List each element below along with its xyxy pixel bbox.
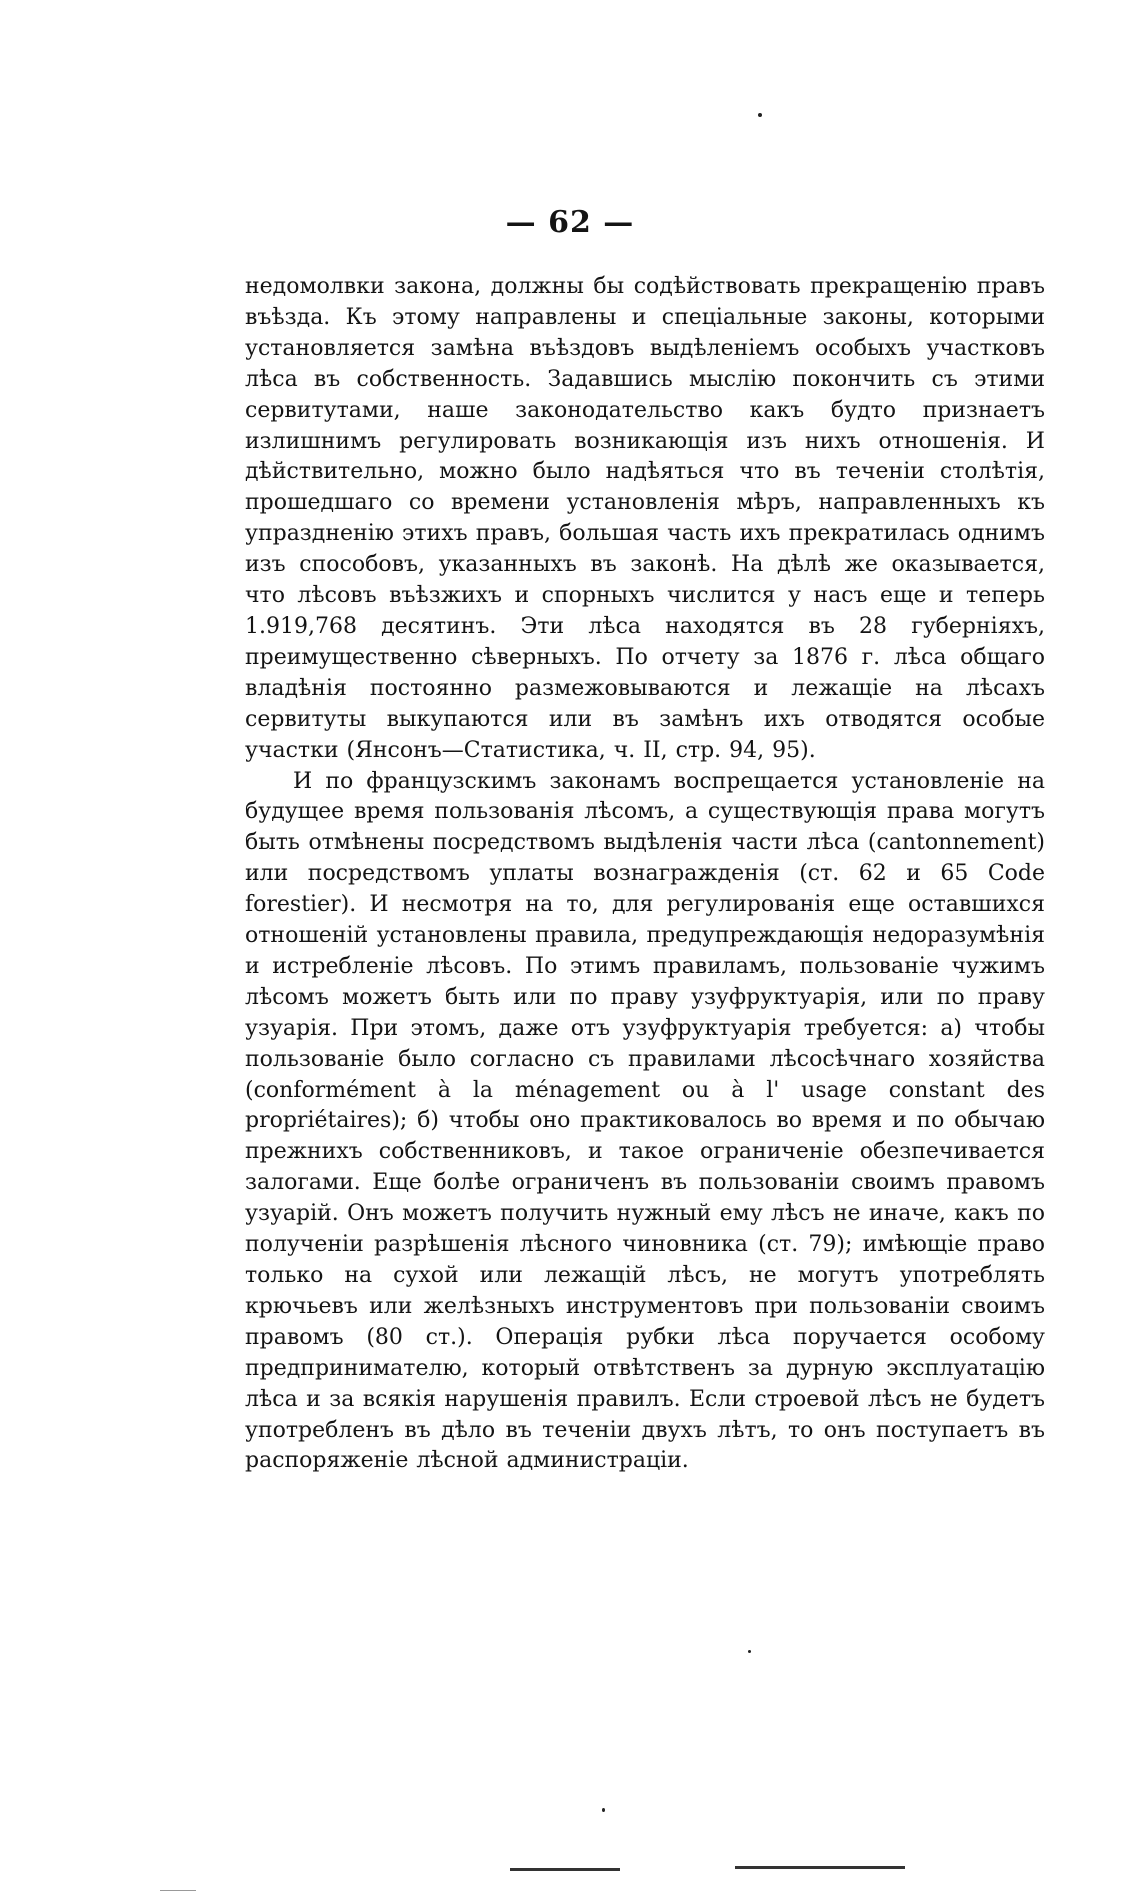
ink-speck (602, 1808, 605, 1812)
footer-rule (735, 1866, 905, 1869)
paragraph-1: недомолвки закона, должны бы содѣйствовать прекращенію правъ въѣзда. Къ этому направлены и спеціальные законы, которыми установляется замѣна въѣздовъ выдѣленіемъ особыхъ участковъ лѣса въ собственность. Задавшись мыслію покончить съ этими сервитутами, наше законодательство какъ будто признаетъ излишнимъ регулировать возникающія изъ нихъ отношенія. И дѣйствительно, можно было надѣяться что въ теченіи столѣтія, прошедшаго со времени установленія мѣръ, направленныхъ къ упраздненію этихъ правъ, большая часть ихъ прекратилась однимъ изъ способовъ, указанныхъ въ законѣ. На дѣлѣ же оказывается, что лѣсовъ въѣзжихъ и спорныхъ числится у насъ еще и теперь 1.919,768 десятинъ. Эти лѣса находятся въ 28 губерніяхъ, преимущественно сѣверныхъ. По отчету за 1876 г. лѣса общаго владѣнія постоянно размежовываются и лежащіе на лѣсахъ сервитуты выкупаются или въ замѣнъ ихъ отводятся особые участки (Янсонъ—Статистика, ч. II, стр. 94, 95). (245, 274, 1045, 763)
edge-mark (160, 1890, 196, 1891)
paragraph-2: И по французскимъ законамъ воспрещается установленіе на будущее время пользованія лѣсомъ, а существующія права могутъ быть отмѣнены посредствомъ выдѣленія части лѣса (cantonnement) или посредствомъ уплаты вознагражденія (ст. 62 и 65 Code forestier). И несмотря на то, для регулированія еще оставшихся отношеній установлены правила, предупреждающія недоразумѣнія и истребленіе лѣсовъ. По этимъ правиламъ, пользованіе чужимъ лѣсомъ можетъ быть или по праву узуфруктуарія, или по праву узуарія. При этомъ, даже отъ узуфруктуарія требуется: а) чтобы пользованіе было согласно съ правилами лѣсосѣчнаго хозяйства (conformément à la ménagement ou à l' usage constant des propriétaires); б) чтобы оно практиковалось во время и по обычаю прежнихъ собственниковъ, и такое ограниченіе обезпечивается залогами. Еще болѣе ограниченъ въ пользованіи своимъ правомъ узуарій. Онъ можетъ получить нужный ему лѣсъ не иначе, какъ по полученіи разрѣшенія лѣсного чиновника (ст. 79); имѣющіе право только на сухой или лежащій лѣсъ, не могутъ употреблять крючьевъ или желѣзныхъ инструментовъ при пользованіи своимъ правомъ (80 ст.). Операція рубки лѣса поручается особому предпринимателю, который отвѣтственъ за дурную эксплуатацію лѣса и за всякія нарушенія правилъ. Если строевой лѣсъ не будетъ употребленъ въ дѣло въ теченіи двухъ лѣтъ, то онъ поступаетъ въ распоряженіе лѣсной администраціи. (245, 768, 1045, 1474)
ink-speck (748, 1650, 751, 1653)
page-number: — 62 — (505, 205, 635, 240)
body-text (245, 272, 1045, 1477)
footer-rule (510, 1868, 620, 1871)
ink-speck (758, 113, 762, 117)
